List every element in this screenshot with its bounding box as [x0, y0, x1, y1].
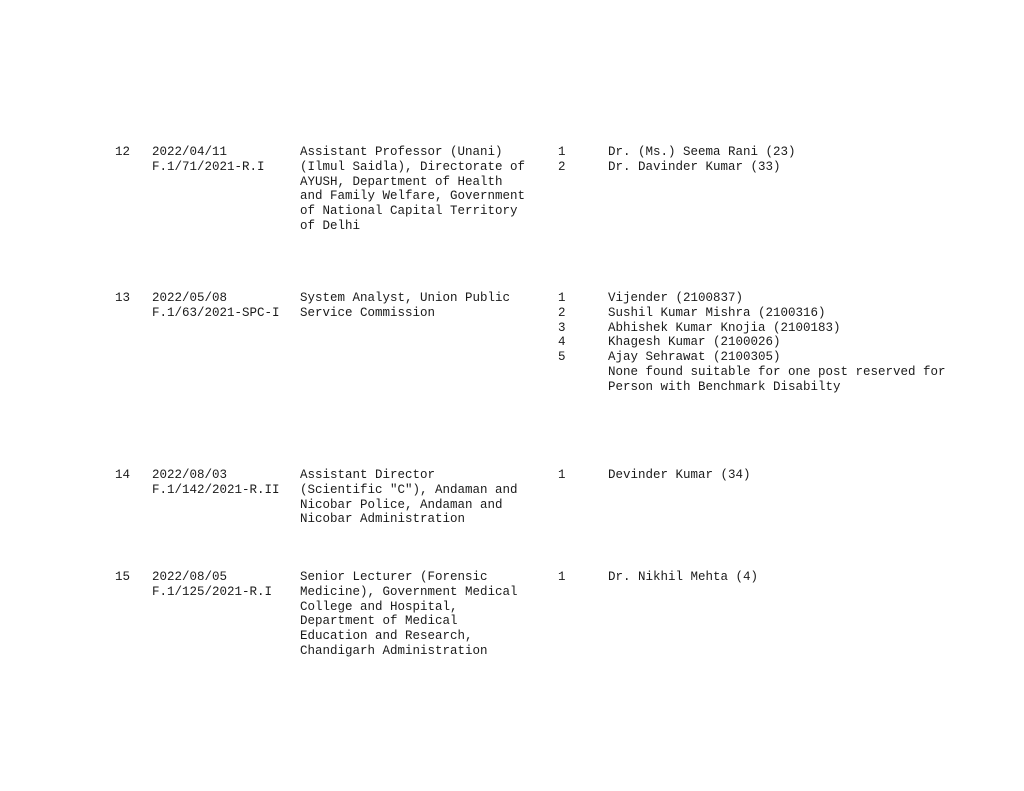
candidate-name: Dr. Nikhil Mehta (4) — [608, 570, 759, 584]
post-line: Nicobar Police, Andaman and — [300, 497, 503, 512]
candidate-name: Abhishek Kumar Knojia (2100183) — [608, 320, 841, 335]
post-line: Department of Medical — [300, 614, 458, 629]
post-line: Education and Research, — [300, 629, 473, 644]
entry-serial-number: 15 — [115, 570, 131, 584]
entry-file-number: F.1/71/2021-R.I — [152, 159, 265, 174]
result-entry — [115, 570, 1015, 659]
post-line: Service Commission — [300, 305, 436, 320]
post-line: Nicobar Administration — [300, 512, 466, 527]
post-line: (Ilmul Saidla), Directorate of — [300, 159, 526, 174]
post-line: (Scientific "C"), Andaman and — [300, 482, 518, 497]
entry-rank-list — [558, 145, 608, 175]
entry-reference-meta — [152, 468, 300, 498]
post-line: System Analyst, Union Public — [300, 291, 511, 305]
entry-row — [115, 291, 1015, 395]
post-line: and Family Welfare, Government — [300, 189, 526, 204]
candidate-name: Devinder Kumar (34) — [608, 468, 751, 482]
post-line: College and Hospital, — [300, 599, 458, 614]
post-line: AYUSH, Department of Health — [300, 174, 503, 189]
result-entry — [115, 468, 1015, 527]
entry-post-description — [300, 145, 558, 234]
entry-row — [115, 145, 1015, 234]
entry-rank-list — [558, 468, 608, 483]
entry-reference-meta — [152, 291, 300, 321]
post-line: Assistant Professor (Unani) — [300, 145, 503, 159]
post-line: Chandigarh Administration — [300, 643, 488, 658]
entry-rank-list — [558, 570, 608, 585]
rank-number: 1 — [558, 145, 566, 159]
rank-number: 1 — [558, 291, 566, 305]
result-entry — [115, 291, 1015, 395]
candidate-name: Dr. (Ms.) Seema Rani (23) — [608, 145, 796, 159]
rank-number: 5 — [558, 350, 566, 365]
result-entry — [115, 145, 1015, 234]
entry-row — [115, 570, 1015, 659]
post-line: Senior Lecturer (Forensic — [300, 570, 488, 584]
entry-post-description — [300, 468, 558, 527]
entry-row — [115, 468, 1015, 527]
entry-candidate-list — [608, 468, 1015, 483]
entry-post-description — [300, 291, 558, 321]
post-line: of National Capital Territory — [300, 204, 518, 219]
entry-serial-number: 12 — [115, 145, 131, 159]
post-line: Assistant Director — [300, 468, 436, 482]
entry-candidate-list — [608, 570, 1015, 585]
rank-number: 2 — [558, 159, 566, 174]
candidate-name: Sushil Kumar Mishra (2100316) — [608, 305, 826, 320]
candidate-name: Ajay Sehrawat (2100305) — [608, 350, 781, 365]
rank-number: 2 — [558, 305, 566, 320]
entry-file-number: F.1/142/2021-R.II — [152, 482, 280, 497]
entry-candidate-list — [608, 145, 1015, 175]
entry-reference-meta — [152, 145, 300, 175]
entry-note-line: None found suitable for one post reserved for — [608, 364, 946, 379]
entry-date: 2022/08/05 — [152, 570, 228, 584]
candidate-name: Vijender (2100837) — [608, 291, 744, 305]
entry-rank-list — [558, 291, 608, 365]
rank-number: 1 — [558, 468, 566, 482]
entry-reference-meta — [152, 570, 300, 600]
rank-number: 4 — [558, 335, 566, 350]
post-line: Medicine), Government Medical — [300, 584, 518, 599]
entry-date: 2022/05/08 — [152, 291, 228, 305]
entry-serial-number: 13 — [115, 291, 131, 305]
entry-candidate-list — [608, 291, 1015, 395]
entry-post-description — [300, 570, 558, 659]
entry-file-number: F.1/125/2021-R.I — [152, 584, 273, 599]
post-line: of Delhi — [300, 218, 361, 233]
entry-file-number: F.1/63/2021-SPC-I — [152, 305, 280, 320]
entry-date: 2022/08/03 — [152, 468, 228, 482]
entry-serial-number: 14 — [115, 468, 131, 482]
entry-date: 2022/04/11 — [152, 145, 228, 159]
rank-number: 1 — [558, 570, 566, 584]
entry-note-line: Person with Benchmark Disabilty — [608, 379, 841, 394]
rank-number: 3 — [558, 320, 566, 335]
candidate-name: Dr. Davinder Kumar (33) — [608, 159, 781, 174]
candidate-name: Khagesh Kumar (2100026) — [608, 335, 781, 350]
